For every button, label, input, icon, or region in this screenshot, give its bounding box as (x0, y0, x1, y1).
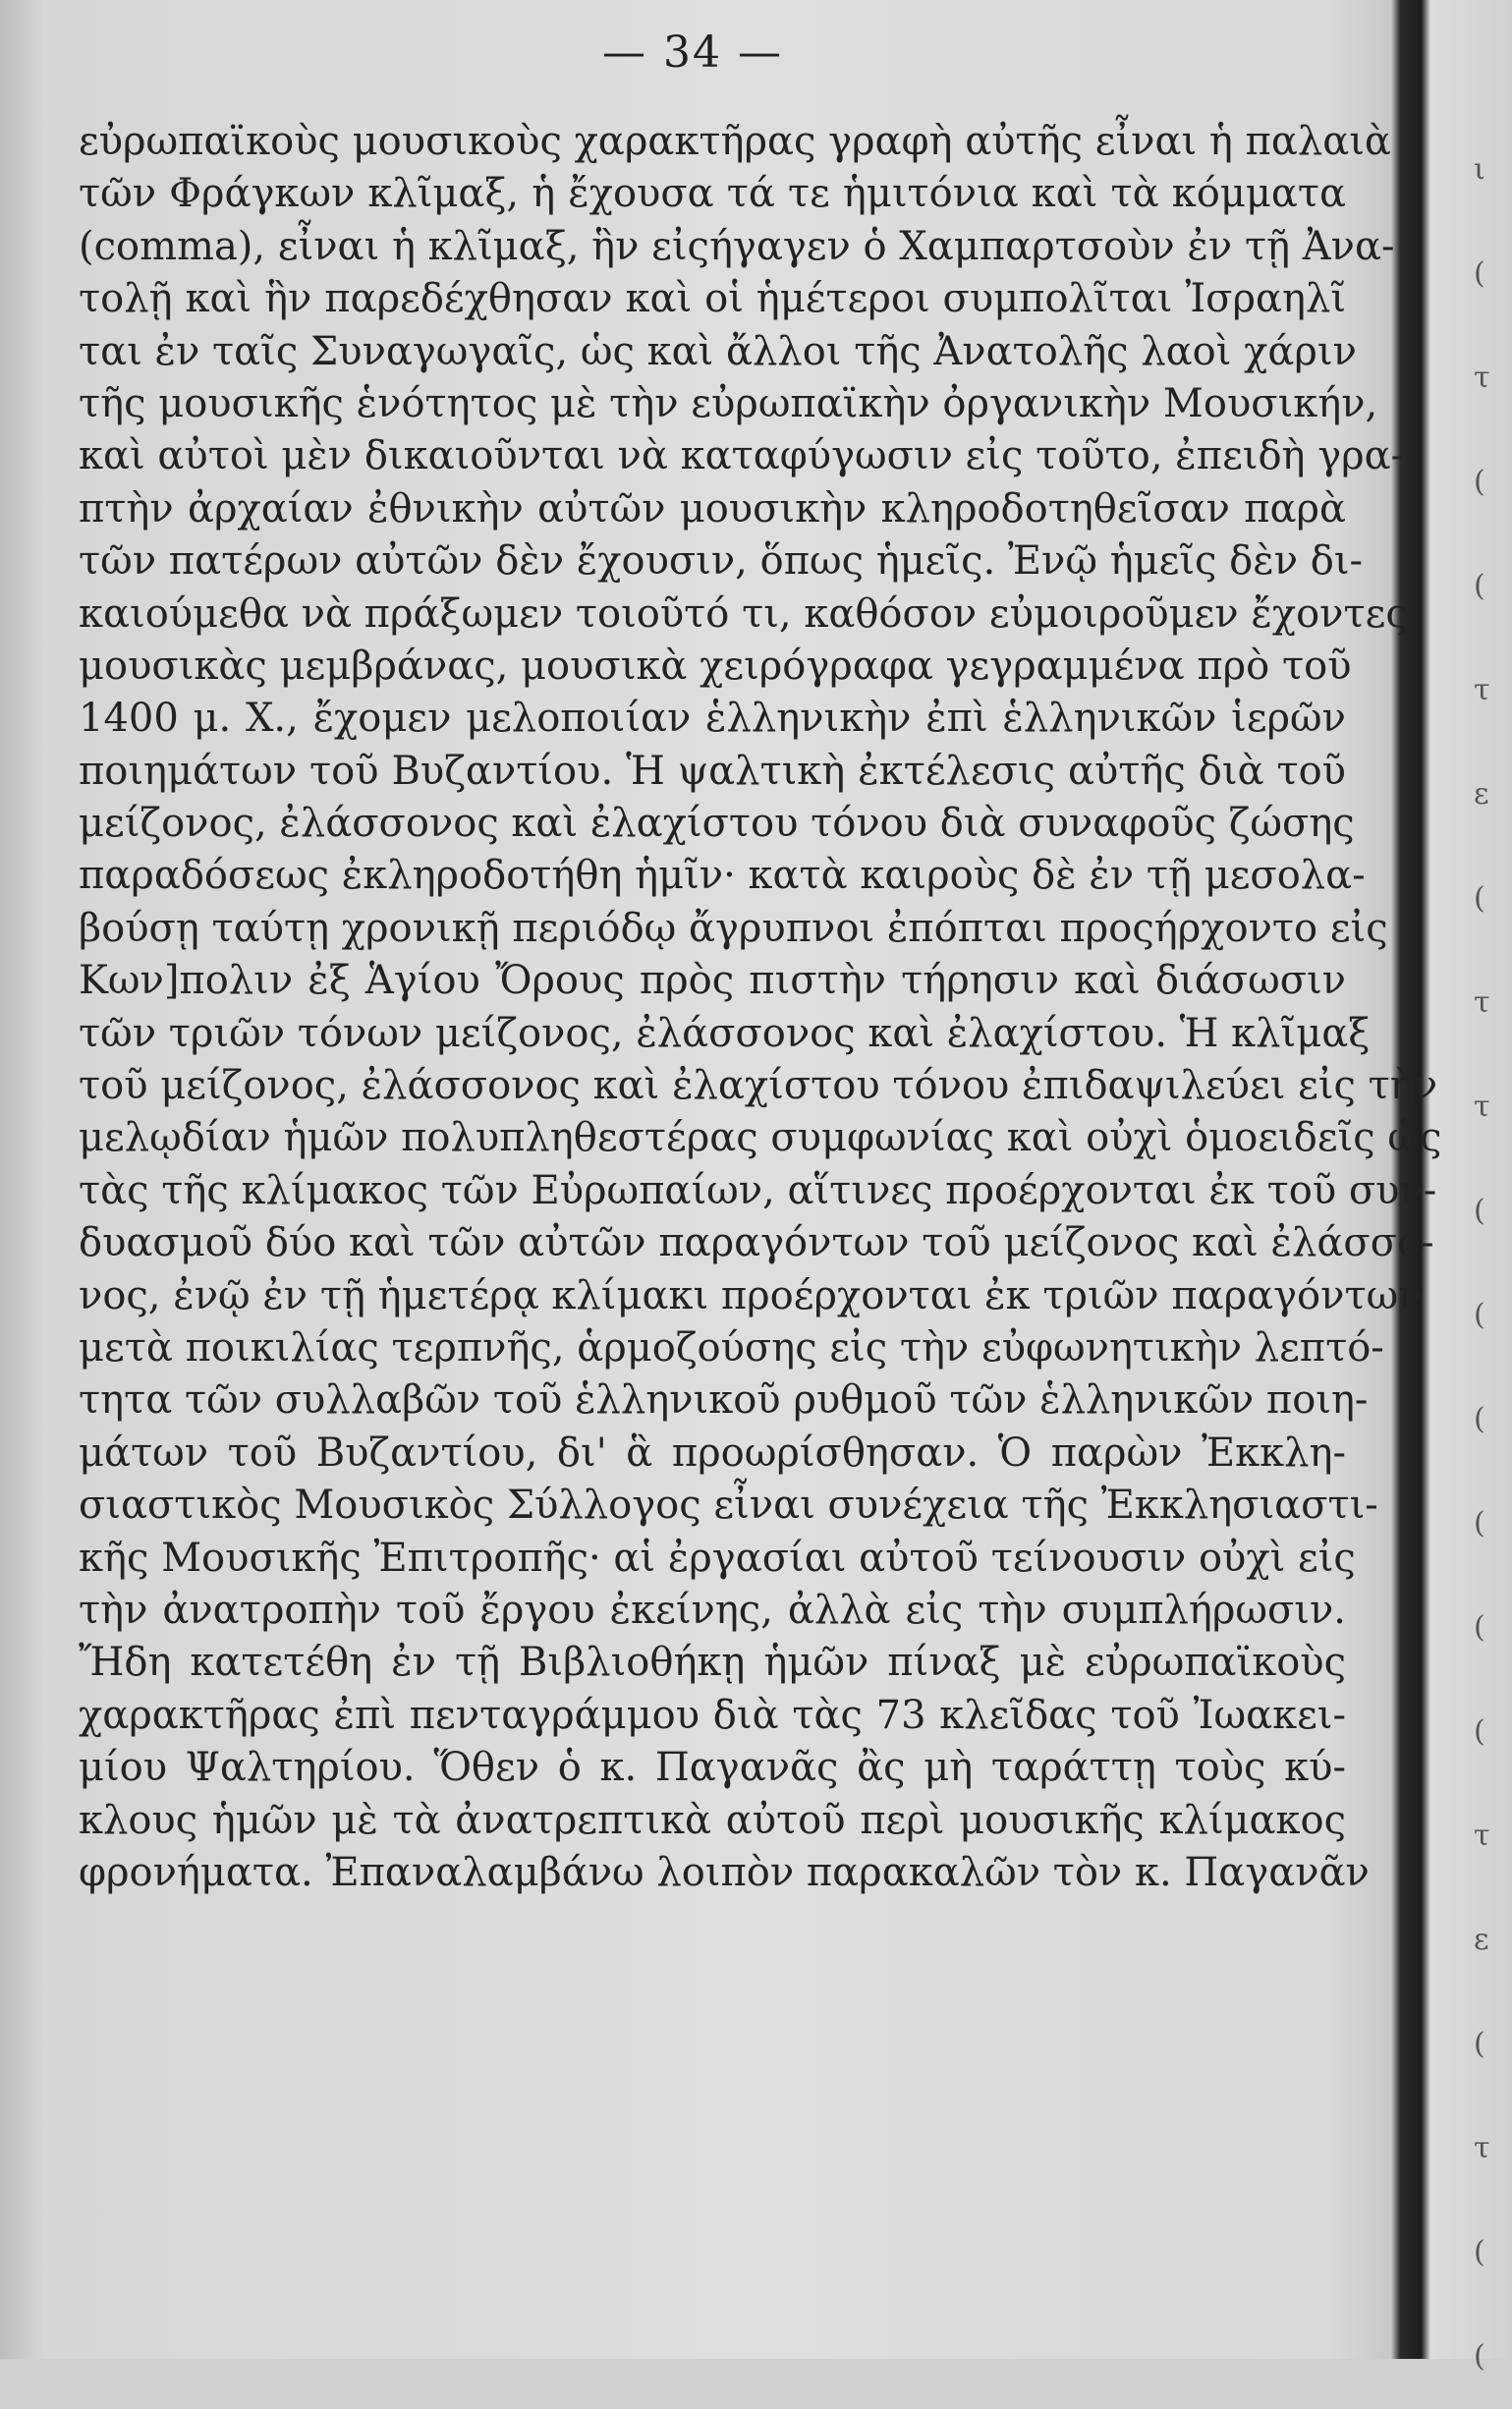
text-line: τῶν Φράγκων κλῖμαξ, ἡ ἔχουσα τά τε ἡμιτόνια καὶ τὰ κόμματα (79, 171, 1346, 217)
text-line: ποιημάτων τοῦ Βυζαντίου. Ἡ ψαλτικὴ ἐκτέλεσις αὐτῆς διὰ τοῦ (79, 748, 1346, 794)
text-line: Ἤδη κατετέθη ἐν τῇ Βιβλιοθήκῃ ἡμῶν πίναξ μὲ εὐρωπαϊκοὺς (79, 1640, 1346, 1686)
text-line: εὐρωπαϊκοὺς μουσικοὺς χαρακτῆρας γραφὴ αὐτῆς εἶναι ἡ παλαιὰ (79, 119, 1391, 164)
text-line: σιαστικὸς Μουσικὸς Σύλλογος εἶναι συνέχεια τῆς Ἐκκλησιαστι- (79, 1483, 1378, 1529)
text-line: νος, ἐνῷ ἐν τῇ ἡμετέρᾳ κλίμακι προέρχονται ἐκ τριῶν παραγόντων (79, 1272, 1423, 1318)
text-line: μετὰ ποικιλίας τερπνῆς, ἁρμοζούσης εἰς τὴν εὐφωνητικὴν λεπτό- (79, 1324, 1384, 1371)
text-line: τὰς τῆς κλίμακος τῶν Εὐρωπαίων, αἵτινες προέρχονται ἐκ τοῦ συν- (79, 1167, 1437, 1213)
edge-glyph: ε (1474, 777, 1489, 812)
text-line: κῆς Μουσικῆς Ἐπιτροπῆς· αἱ ἐργασίαι αὐτοῦ τείνουσιν οὐχὶ εἰς (79, 1535, 1356, 1581)
text-line: δυασμοῦ δύο καὶ τῶν αὐτῶν παραγόντων τοῦ μείζονος καὶ ἐλάσσο- (79, 1220, 1434, 1266)
edge-glyph: τ (1474, 361, 1490, 395)
text-line: τητα τῶν συλλαβῶν τοῦ ἑλληνικοῦ ρυθμοῦ τῶν ἑλληνικῶν ποιη- (79, 1377, 1369, 1424)
text-line: παραδόσεως ἐκληροδοτήθη ἡμῖν· κατὰ καιροὺς δὲ ἐν τῇ μεσολα- (79, 853, 1366, 899)
text-line: τῶν πατέρων αὐτῶν δὲν ἔχουσιν, ὅπως ἡμεῖς. Ἐνῷ ἡμεῖς δὲν δι- (79, 538, 1364, 585)
edge-glyph: ( (1474, 569, 1485, 603)
text-line: φρονήματα. Ἐπαναλαμβάνω λοιπὸν παρακαλῶν τὸν κ. Παγανᾶν (79, 1849, 1370, 1895)
edge-glyph: τ (1474, 1819, 1490, 1853)
edge-glyph: ( (1474, 2339, 1485, 2374)
text-line: ται ἐν ταῖς Συναγωγαῖς, ὡς καὶ ἄλλοι τῆς Ἀνατολῆς λαοὶ χάριν (79, 328, 1357, 374)
edge-glyph: ε (1474, 1923, 1489, 1957)
text-line: μίου Ψαλτηρίου. Ὅθεν ὁ κ. Παγανᾶς ἂς μὴ ταράττῃ τοὺς κύ- (79, 1745, 1346, 1791)
edge-glyph: ( (1474, 1194, 1485, 1228)
page-number: — 34 — (602, 28, 783, 78)
adjacent-page-edge (1474, 118, 1503, 2409)
edge-glyph: ( (1474, 256, 1485, 291)
text-line: μελῳδίαν ἡμῶν πολυπληθεστέρας συμφωνίας καὶ οὐχὶ ὁμοειδεῖς ὡς (79, 1115, 1442, 1161)
text-line: Κων]πολιν ἐξ Ἁγίου Ὄρους πρὸς πιστὴν τήρησιν καὶ διάσωσιν (79, 958, 1346, 1004)
text-line: τολῇ καὶ ἣν παρεδέχθησαν καὶ οἱ ἡμέτεροι συμπολῖται Ἰσραηλῖ (79, 276, 1346, 322)
text-line: βούσῃ ταύτῃ χρονικῇ περιόδῳ ἄγρυπνοι ἐπόπται προςήρχοντο εἰς (79, 905, 1388, 951)
edge-glyph: τ (1474, 1090, 1490, 1124)
text-line: μάτων τοῦ Βυζαντίου, δι' ἃ προωρίσθησαν. Ὁ παρὼν Ἐκκλη- (79, 1429, 1346, 1476)
edge-glyph: τ (1474, 985, 1490, 1020)
text-line: μουσικὰς μεμβράνας, μουσικὰ χειρόγραφα γεγραμμένα πρὸ τοῦ (79, 643, 1352, 689)
edge-glyph: ι (1474, 152, 1485, 187)
text-line: κλους ἡμῶν μὲ τὰ ἀνατρεπτικὰ αὐτοῦ περὶ μουσικῆς κλίμακος (79, 1797, 1346, 1843)
text-line: χαρακτῆρας ἐπὶ πενταγράμμου διὰ τὰς 73 κλεῖδας τοῦ Ἰωακει- (79, 1692, 1346, 1738)
edge-glyph: ( (1474, 2027, 1485, 2061)
edge-glyph: τ (1474, 673, 1490, 707)
text-line: τῆς μουσικῆς ἑνότητος μὲ τὴν εὐρωπαϊκὴν ὀργανικὴν Μουσικήν, (79, 380, 1378, 426)
edge-glyph: ( (1474, 1610, 1485, 1645)
text-line: τοῦ μείζονος, ἐλάσσονος καὶ ἐλαχίστου τόνου ἐπιδαψιλεύει εἰς τὴν (79, 1063, 1438, 1109)
edge-glyph: ( (1474, 1714, 1485, 1749)
text-line: μείζονος, ἐλάσσονος καὶ ἐλαχίστου τόνου διὰ συναφοῦς ζώσης (79, 801, 1355, 847)
edge-glyph: τ (1474, 2131, 1490, 2165)
edge-glyph: ( (1474, 465, 1485, 499)
edge-glyph: ( (1474, 2235, 1485, 2269)
text-line: καὶ αὐτοὶ μὲν δικαιοῦνται νὰ καταφύγωσιν εἰς τοῦτο, ἐπειδὴ γρα- (79, 433, 1405, 479)
text-line: καιούμεθα νὰ πράξωμεν τοιοῦτό τι, καθόσον εὐμοιροῦμεν ἔχοντες (79, 590, 1408, 637)
text-line: τῶν τριῶν τόνων μείζονος, ἐλάσσονος καὶ ἐλαχίστου. Ἡ κλῖμαξ (79, 1010, 1371, 1056)
edge-glyph: ( (1474, 1298, 1485, 1332)
text-line: 1400 μ. Χ., ἔχομεν μελοποιίαν ἑλληνικὴν ἐπὶ ἑλληνικῶν ἱερῶν (79, 696, 1346, 742)
text-line: τὴν ἀνατροπὴν τοῦ ἔργου ἐκείνης, ἀλλὰ εἰς τὴν συμπλήρωσιν. (79, 1587, 1346, 1633)
edge-glyph: ( (1474, 881, 1485, 916)
text-line: (comma), εἶναι ἡ κλῖμαξ, ἣν εἰςήγαγεν ὁ Χαμπαρτσοὺν ἐν τῇ Ἀνα- (79, 223, 1395, 269)
body-text (79, 116, 1442, 1899)
edge-glyph: ( (1474, 1506, 1485, 1541)
edge-glyph: ( (1474, 1402, 1485, 1436)
text-line: πτὴν ἀρχαίαν ἐθνικὴν αὐτῶν μουσικὴν κληροδοτηθεῖσαν παρὰ (79, 485, 1346, 532)
